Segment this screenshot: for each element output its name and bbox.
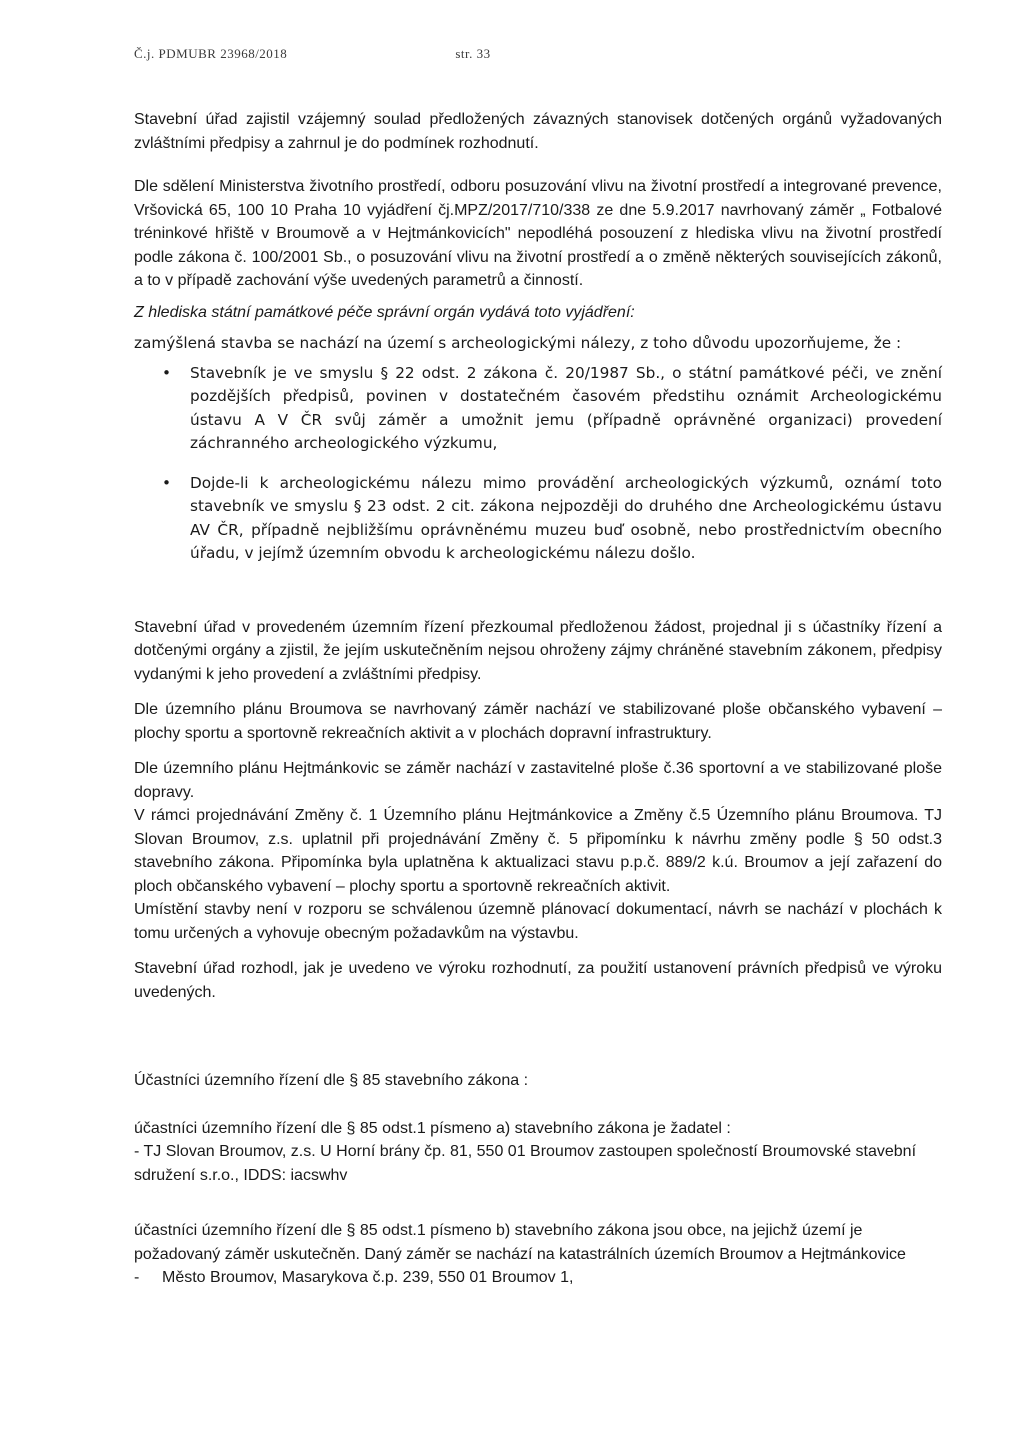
paragraph-binding-opinions: Stavební úřad zajistil vzájemný soulad předložených závazných stanovisek dotčených orgánů vyžadovaných zvláštními předpisy a zahrnul je do podmínek rozhodnutí.	[134, 111, 942, 152]
paragraph-decision: Stavební úřad rozhodl, jak je uvedeno ve výroku rozhodnutí, za použití ustanovení právních předpisů ve výroku uvedených.	[134, 960, 942, 1001]
participants-a-intro: účastníci územního řízení dle § 85 odst.1 písmeno a) stavebního zákona je žadatel :	[134, 1119, 731, 1137]
paragraph-plan-broumov: Dle územního plánu Broumova se navrhovaný záměr nachází ve stabilizované ploše občanského vybavení – plochy sportu a sportovně rekreačních aktivit a v plochách dopravní infrastruktury.	[134, 701, 942, 742]
heritage-heading: Z hlediska státní památkové péče správní orgán vydává toto vyjádření:	[134, 303, 635, 321]
participants-a-item: - TJ Slovan Broumov, z.s. U Horní brány čp. 81, 550 01 Broumov zastoupen společností Broumovské stavební sdružení s.r.o., IDDS: iacswhv	[134, 1143, 917, 1184]
list-item: • Dojde-li k archeologickému nálezu mimo provádění archeologických výzkumů, oznámí toto stavebník ve smyslu § 23 odst. 2 cit. zákona nejpozději do druhého dne Archeologickému ústavu AV ČR, případně nejbližšímu oprávněnému muzeu buď osobně, nebo prostřednictvím obecního úřadu, v jejímž územním obvodu k archeologickému nálezu došlo.	[134, 472, 942, 566]
paragraph-plan-hejtmankovice: Dle územního plánu Hejtmánkovic se záměr nachází v zastavitelné ploše č.36 sportovní a ve stabilizované ploše dopravy.	[134, 760, 942, 801]
document-body	[134, 108, 942, 1290]
participants-heading: Účastníci územního řízení dle § 85 stavebního zákona :	[134, 1072, 529, 1089]
reference-number: Č.j. PDMUBR 23968/2018	[134, 46, 288, 61]
list-item: • Stavebník je ve smyslu § 22 odst. 2 zákona č. 20/1987 Sb., o státní památkové péči, ve znění pozdějších předpisů, povinen v dostatečném časovém předstihu oznámit Archeologickému ústavu A V ČR svůj záměr a umožnit jemu (případně oprávněné organizaci) provedení záchranného archeologického výzkumu,	[134, 362, 942, 456]
participants-b-intro: účastníci územního řízení dle § 85 odst.1 písmeno b) stavebního zákona jsou obce, na jejichž území je požadovaný záměr uskutečněn. Daný záměr se nachází na katastrálních územích Broumov a Hejtmánkovice	[134, 1222, 906, 1263]
heritage-intro: zamýšlená stavba se nachází na území s archeologickými nálezy, z toho důvodu upozorňujeme, že :	[134, 334, 902, 352]
page-header	[134, 46, 491, 62]
paragraph-review: Stavební úřad v provedeném územním řízení přezkoumal předloženou žádost, projednal ji s účastníky řízení a dotčenými orgány a zjistil, že jejím uskutečněním nejsou ohroženy zájmy chráněné stavebním zákonem, předpisy vydanými k jeho provedení a zvláštními předpisy.	[134, 618, 942, 683]
paragraph-plan-changes: V rámci projednávání Změny č. 1 Územního plánu Hejtmánkovice a Změny č.5 Územního plánu Broumova. TJ Slovan Broumov, z.s. uplatnil při projednávání Změny č. 5 připomínku k návrhu změny podle § 50 odst.3 stavebního zákona. Připomínka byla uplatněna k aktualizaci stavu p.p.č. 889/2 k.ú. Broumov a její zařazení do ploch občanského vybavení – plochy sportu a sportovně rekreačních aktivit.	[134, 807, 942, 895]
paragraph-placement: Umístění stavby není v rozporu se schválenou územně plánovací dokumentací, návrh se nachází v plochách k tomu určených a vyhovuje obecným požadavkům na výstavbu.	[134, 901, 942, 942]
paragraph-ministry-statement: Dle sdělení Ministerstva životního prostředí, odboru posuzování vlivu na životní prostředí a integrované prevence, Vršovická 65, 100 10 Praha 10 vyjádření čj.MPZ/2017/710/338 ze dne 5.9.2017 navrhovaný záměr „ Fotbalové tréninkové hřiště v Broumově a v Hejtmánkovicích" nepodléhá posouzení z hlediska vlivu na životní prostředí podle zákona č. 100/2001 Sb., o posuzování vlivu na životní prostředí a o změně některých souvisejících zákonů, a to v případě zachování výše uvedených parametrů a činností.	[134, 178, 942, 289]
page-number: str. 33	[455, 46, 491, 61]
heritage-bullet-list	[134, 362, 942, 566]
participants-b-item: - Město Broumov, Masarykova č.p. 239, 550 01 Broumov 1,	[134, 1266, 942, 1290]
